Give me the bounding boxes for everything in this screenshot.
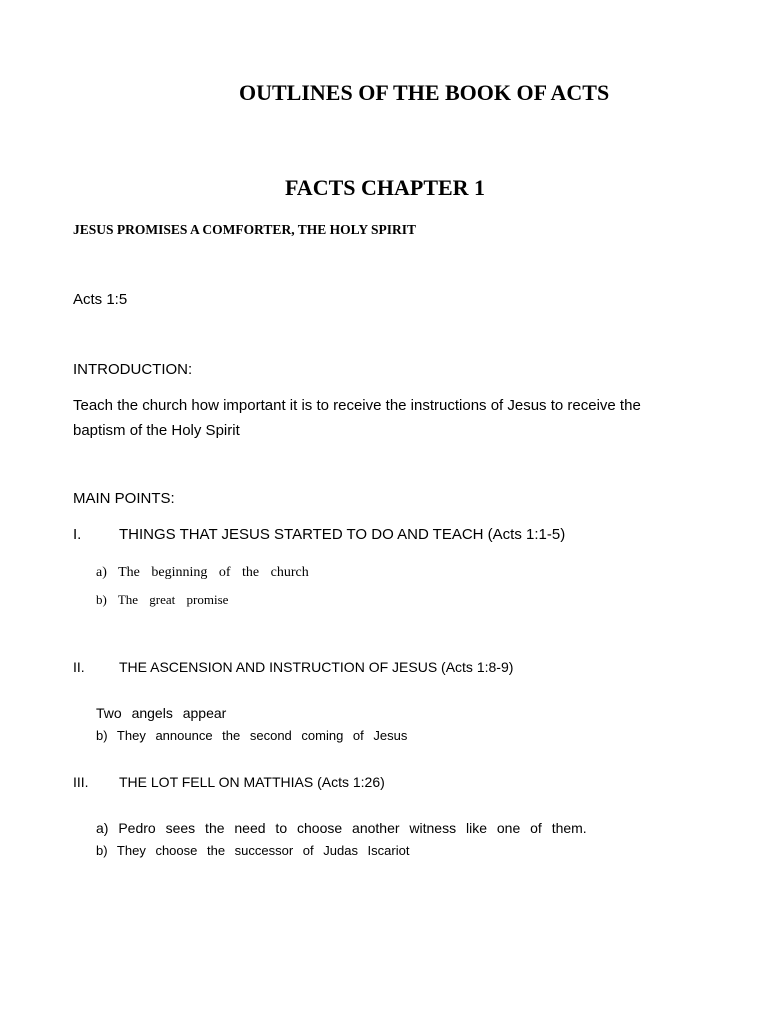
chapter-heading: FACTS CHAPTER 1 [285,175,486,200]
point-heading: THE ASCENSION AND INSTRUCTION OF JESUS (Acts 1:8-9) [119,659,514,675]
introduction-text: Teach the church how important it is to receive the instructions of Jesus to receive the baptism of the Holy Spirit [73,397,641,439]
subpoint: a) Pedro sees the need to choose another witness like one of them. [96,820,587,836]
point-heading: THE LOT FELL ON MATTHIAS (Acts 1:26) [119,774,385,790]
point-numeral: II. [73,659,85,675]
subpoint: a) The beginning of the church [96,565,309,580]
subpoint: Two angels appear [96,705,227,721]
chapter-subtitle: JESUS PROMISES A COMFORTER, THE HOLY SPIRIT [73,222,416,237]
point-heading: THINGS THAT JESUS STARTED TO DO AND TEACH (Acts 1:1-5) [119,526,566,543]
subpoint: b) The great promise [96,592,229,607]
main-points-label: MAIN POINTS: [73,490,175,507]
introduction-label: INTRODUCTION: [73,361,193,378]
scripture-reference: Acts 1:5 [73,291,128,308]
subpoint: b) They announce the second coming of Jesus [96,728,408,743]
document-title: OUTLINES OF THE BOOK OF ACTS [239,80,610,105]
subpoint: b) They choose the successor of Judas Iscariot [96,843,410,858]
point-numeral: I. [73,526,82,543]
point-numeral: III. [73,774,89,790]
